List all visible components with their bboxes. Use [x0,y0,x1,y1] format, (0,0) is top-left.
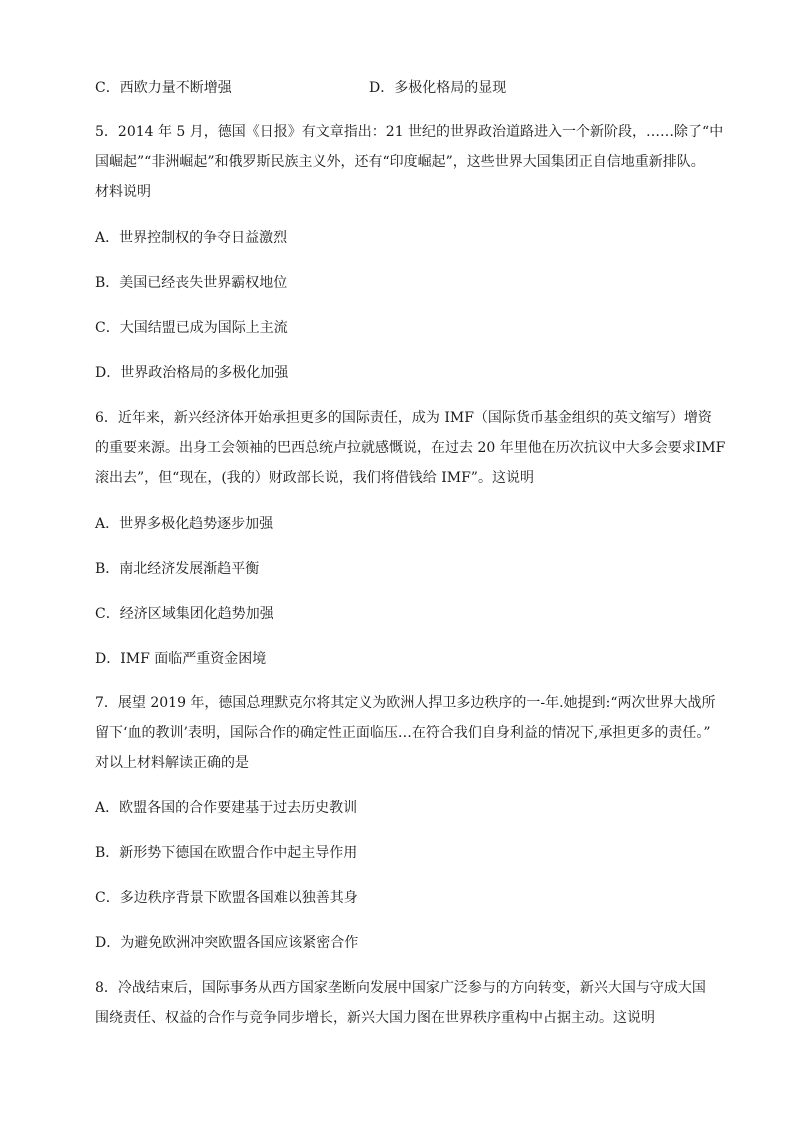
question-8-text: 8．冷战结束后，国际事务从西方国家垄断向发展中国家广泛参与的方向转变，新兴大国与守成大国 [95,980,706,996]
question-8-text: 围绕责任、权益的合作与竞争同步增长，新兴大国力图在世界秩序重构中占据主动。这说明 [95,1010,655,1026]
option-c: C．西欧力量不断增强 [95,80,232,96]
question-7-text: 留下‘血的教训’表明，国际合作的确定性正面临压…在符合我们自身利益的情况下,承担更多的责任。” [95,725,711,741]
question-6-option-d: D．IMF 面临严重资金困境 [95,651,267,667]
question-6-option-c: C．经济区域集团化趋势加强 [95,606,274,622]
question-6-text: 6．近年来，新兴经济体开始承担更多的国际责任，成为 IMF（国际货币基金组织的英文缩写）增资 [95,410,712,426]
question-7-option-d: D．为避免欧洲冲突欧盟各国应该紧密合作 [95,935,359,951]
question-5-option-b: B．美国已经丧失世界霸权地位 [95,275,288,291]
question-6-option-b: B．南北经济发展渐趋平衡 [95,561,260,577]
question-7-option-a: A．欧盟各国的合作要建基于过去历史教训 [95,800,358,816]
question-6-option-a: A．世界多极化趋势逐步加强 [95,516,274,532]
question-5-text: 材料说明 [95,184,151,200]
option-d: D．多极化格局的显现 [369,80,507,96]
question-5-option-c: C．大国结盟已成为国际上主流 [95,320,288,336]
question-7-text: 7．展望 2019 年，德国总理默克尔将其定义为欧洲人捍卫多边秩序的一-年.她提到:“两次世界大战所 [95,695,716,711]
question-6-text: 滚出去”，但“现在，(我的）财政部长说，我们将借钱给 IMF”。这说明 [95,470,534,486]
question-7-text: 对以上材料解读正确的是 [95,755,249,771]
question-7-option-c: C．多边秩序背景下欧盟各国难以独善其身 [95,890,358,906]
question-7-option-b: B．新形势下德国在欧盟合作中起主导作用 [95,845,358,861]
question-5-option-a: A．世界控制权的争夺日益激烈 [95,230,288,246]
question-6-text: 的重要来源。出身工会领袖的巴西总统卢拉就感慨说，在过去 20 年里他在历次抗议中大多会要求IMF [95,440,726,456]
question-5-text: 国崛起”“非洲崛起”和俄罗斯民族主义外，还有“印度崛起”，这些世界大国集团正自信地重新排队。 [95,154,705,170]
question-5-option-d: D．世界政治格局的多极化加强 [95,365,289,381]
question-5-text: 5．2014 年 5 月，德国《日报》有文章指出：21 世纪的世界政治道路进入一个新阶段，……除了“中 [95,124,724,140]
